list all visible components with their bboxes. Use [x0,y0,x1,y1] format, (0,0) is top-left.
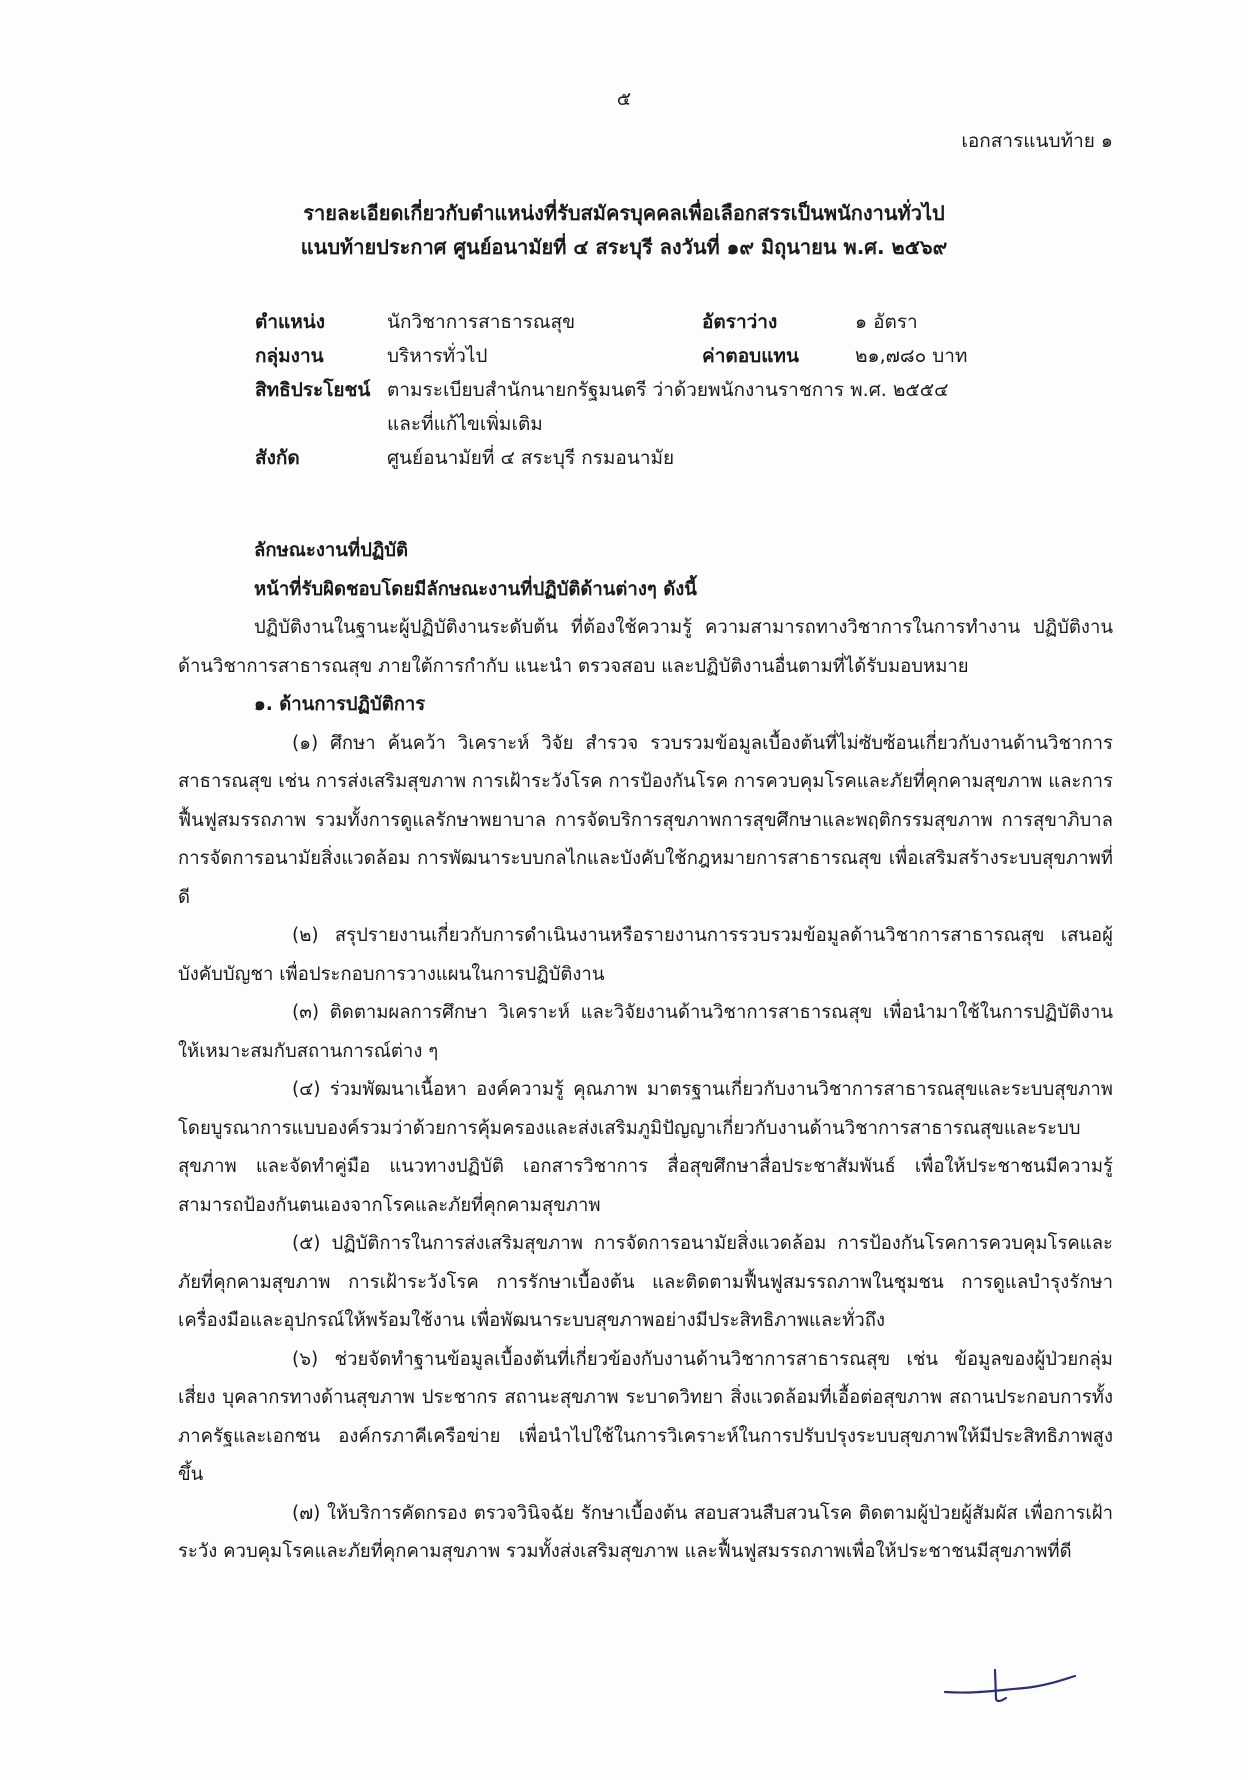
position-info [255,305,1015,475]
document-title [0,196,1248,264]
duty-item-4: (๔) ร่วมพัฒนาเนื้อหา องค์ความรู้ คุณภาพ มาตรฐานเกี่ยวกับงานวิชาการสาธารณสุขและระบบสุขภาพ โดยบูรณาการแบบองค์รวมว่าด้วยการคุ้มครองและส่งเสริมภูมิปัญญาเกี่ยวกับงานด้านวิชาการสาธารณสุขและระบบสุขภาพ และจัดทำคู่มือ แนวทางปฏิบัติ เอกสารวิชาการ สื่อสุขศึกษาสื่อประชาสัมพันธ์ เพื่อให้ประชาชนมีความรู้ สามารถป้องกันตนเองจากโรคและภัยที่คุกคามสุขภาพ [178,1079,1113,1216]
section-heading-1: ลักษณะงานที่ปฏิบัติ [254,540,409,561]
pay-value: ๒๑,๗๘๐ บาท [855,345,968,367]
signature-mark [940,1650,1080,1710]
benefits-value-line-1: ตามระเบียบสำนักนายกรัฐมนตรี ว่าด้วยพนักงานราชการ พ.ศ. ๒๕๕๔ [387,379,949,401]
info-row-affiliation [255,441,1015,475]
group-label: กลุ่มงาน [255,345,324,367]
info-row-position [255,305,1015,339]
duty-item-7: (๗) ให้บริการคัดกรอง ตรวจวินิจฉัย รักษาเบื้องต้น สอบสวนสืบสวนโรค ติดตามผู้ป่วยผู้สัมผัส เพื่อการเฝ้าระวัง ควบคุมโรคและภัยที่คุกคามสุขภาพ รวมทั้งส่งเสริมสุขภาพ และฟื้นฟูสมรรถภาพเพื่อให้ประชาชนมีสุขภาพที่ดี [178,1502,1113,1562]
duty-item-2: (๒) สรุปรายงานเกี่ยวกับการดำเนินงานหรือรายงานการรวบรวมข้อมูลด้านวิชาการสาธารณสุข เสนอผู้บังคับบัญชา เพื่อประกอบการวางแผนในการปฏิบัติงาน [178,925,1113,985]
intro-paragraph: ปฏิบัติงานในฐานะผู้ปฏิบัติงานระดับต้น ที่ต้องใช้ความรู้ ความสามารถทางวิชาการในการทำงาน ปฏิบัติงานด้านวิชาการสาธารณสุข ภายใต้การกำกับ แนะนำ ตรวจสอบ และปฏิบัติงานอื่นตามที่ได้รับมอบหมาย [178,617,1113,677]
affiliation-value: ศูนย์อนามัยที่ ๔ สระบุรี กรมอนามัย [387,447,675,469]
section-heading-2: หน้าที่รับผิดชอบโดยมีลักษณะงานที่ปฏิบัติด้านต่างๆ ดังนี้ [254,578,697,600]
title-line-2: แนบท้ายประกาศ ศูนย์อนามัยที่ ๔ สระบุรี ลงวันที่ ๑๙ มิถุนายน พ.ศ. ๒๕๖๙ [300,235,948,259]
duty-item-6: (๖) ช่วยจัดทำฐานข้อมูลเบื้องต้นที่เกี่ยวข้องกับงานด้านวิชาการสาธารณสุข เช่น ข้อมูลของผู้ป่วยกลุ่มเสี่ยง บุคลากรทางด้านสุขภาพ ประชากร สถานะสุขภาพ ระบาดวิทยา สิ่งแวดล้อมที่เอื้อต่อสุขภาพ สถานประกอบการทั้งภาครัฐและเอกชน องค์กรภาคีเครือข่าย เพื่อนำไปใช้ในการวิเคราะห์ในการปรับปรุงระบบสุขภาพให้มีประสิทธิภาพสูงขึ้น [178,1348,1113,1485]
duty-item-3: (๓) ติดตามผลการศึกษา วิเคราะห์ และวิจัยงานด้านวิชาการสาธารณสุข เพื่อนำมาใช้ในการปฏิบัติงานให้เหมาะสมกับสถานการณ์ต่าง ๆ [178,1002,1113,1062]
group-value: บริหารทั่วไป [387,345,488,367]
position-label: ตำแหน่ง [255,311,326,333]
info-row-group [255,339,1015,373]
job-description [178,532,1113,1572]
duty-item-1: (๑) ศึกษา ค้นคว้า วิเคราะห์ วิจัย สำรวจ รวบรวมข้อมูลเบื้องต้นที่ไม่ซับซ้อนเกี่ยวกับงานด้านวิชาการสาธารณสุข เช่น การส่งเสริมสุขภาพ การเฝ้าระวังโรค การป้องกันโรค การควบคุมโรคและภัยที่คุกคามสุขภาพ และการฟื้นฟูสมรรถภาพ รวมทั้งการดูแลรักษาพยาบาล การจัดบริการสุขภาพการสุขศึกษาและพฤติกรรมสุขภาพ การสุขาภิบาล การจัดการอนามัยสิ่งแวดล้อม การพัฒนาระบบกลไกและบังคับใช้กฎหมายการสาธารณสุข เพื่อเสริมสร้างระบบสุขภาพที่ดี [178,732,1113,908]
benefits-value-line-2: และที่แก้ไขเพิ่มเติม [387,413,543,435]
attachment-label: เอกสารแนบท้าย ๑ [961,130,1113,152]
affiliation-label: สังกัด [255,447,300,469]
vacancy-value: ๑ อัตรา [855,311,918,333]
duty-item-5: (๕) ปฏิบัติการในการส่งเสริมสุขภาพ การจัดการอนามัยสิ่งแวดล้อม การป้องกันโรคการควบคุมโรคและภัยที่คุกคามสุขภาพ การเฝ้าระวังโรค การรักษาเบื้องต้น และติดตามฟื้นฟูสมรรถภาพในชุมชน การดูแลบำรุงรักษาเครื่องมือและอุปกรณ์ให้พร้อมใช้งาน เพื่อพัฒนาระบบสุขภาพอย่างมีประสิทธิภาพและทั่วถึง [178,1233,1113,1331]
position-value: นักวิชาการสาธารณสุข [387,311,576,333]
section-operations-heading: ๑. ด้านการปฏิบัติการ [254,694,426,715]
page-number: ๕ [616,88,632,110]
info-row-benefits [255,373,1015,441]
benefits-label: สิทธิประโยชน์ [255,379,371,401]
title-line-1: รายละเอียดเกี่ยวกับตำแหน่งที่รับสมัครบุคคลเพื่อเลือกสรรเป็นพนักงานทั่วไป [303,201,945,225]
vacancy-label: อัตราว่าง [702,311,778,333]
pay-label: ค่าตอบแทน [702,345,799,367]
